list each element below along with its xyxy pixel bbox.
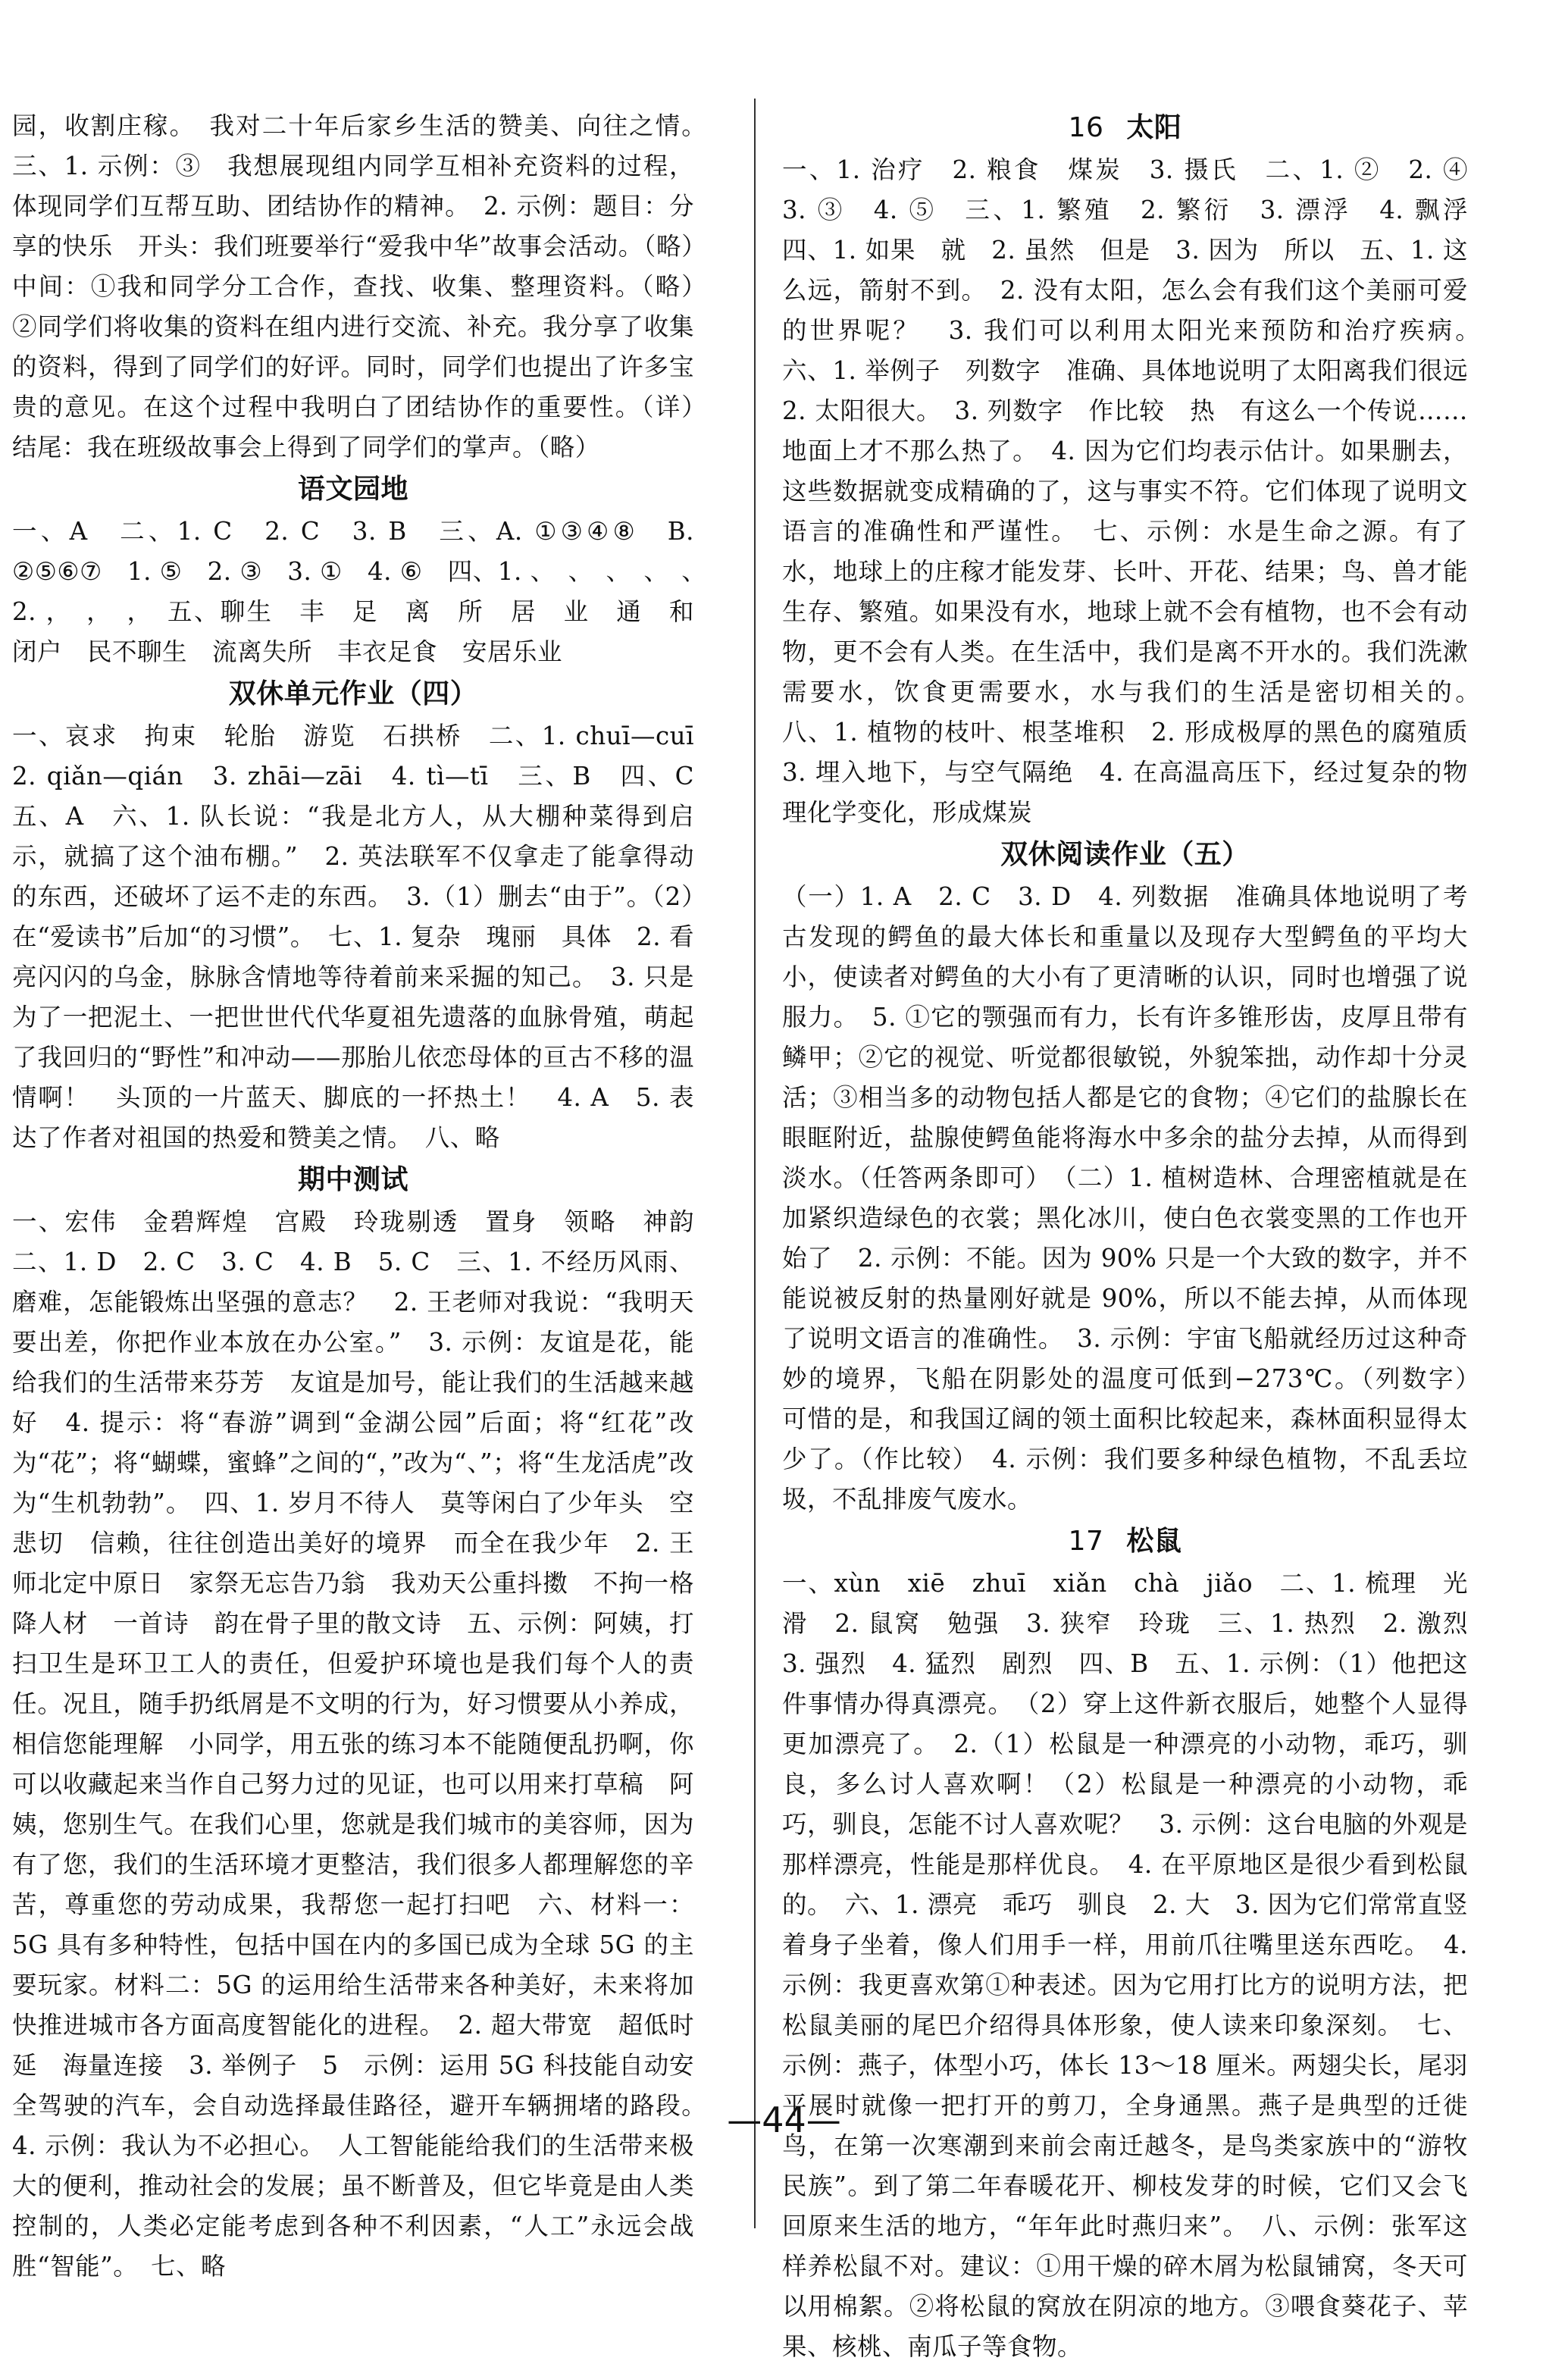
answer-paragraph: 一、宏伟 金碧辉煌 宫殿 玲珑剔透 置身 领略 神韵 二、1. D 2. C 3. C 4. B 5. C 三、1. 不经历风雨、磨难，怎能锻炼出坚强的意志？ 2. 王老师对我说：“我明天要出差，你把作业本放在办公室。” 3. 示例：友谊是花，能给我们的生活带来芬芳 友谊是加号，能让我们的生活越来越好 4. 提示：将“春游”调到“金湖公园”后面；将“红花”改为“花”；将“蝴蝶，蜜蜂”之间的“，”改为“、”；将“生龙活虎”改为“生机勃勃”。 四、1. 岁月不待人 莫等闲白了少年头 空悲切 信赖，往往创造出美好的境界 而全在我少年 2. 王师北定中原日 家祭无忘告乃翁 我劝天公重抖擞 不拘一格降人材 一首诗 韵在骨子里的散文诗 五、示例：阿姨，打扫卫生是环卫工人的责任，但爱护环境也是我们每个人的责任。况且，随手扔纸屑是不文明的行为，好习惯要从小养成，相信您能理解 小同学，用五张的练习本不能随便乱扔啊，你可以收藏起来当作自己努力过的见证，也可以用来打草稿 阿姨，您别生气。在我们心里，您就是我们城市的美容师，因为有了您，我们的生活环境才更整洁，我们很多人都理解您的辛苦，尊重您的劳动成果，我帮您一起打扫吧 六、材料一：5G 具有多种特性，包括中国在内的多国已成为全球 5G 的主要玩家。材料二：5G 的运用给生活带来各种美好，未来将加快推进城市各方面高度智能化的进程。 2. 超大带宽 超低时延 海量连接 3. 举例子 5 示例：运用 5G 科技能自动安全驾驶的汽车，会自动选择最佳路径，避开车辆拥堵的路段。 4. 示例：我认为不必担心。 人工智能能给我们的生活带来极大的便利，推动社会的发展；虽不断普及，但它毕竟是由人类控制的，人类必定能考虑到各种不利因素，“人工”永远会战胜“智能”。 七、略 — [12, 1207, 720, 2281]
answer-paragraph: 一、xùn xiē zhuī xiǎn chà jiǎo 二、1. 梳理 光滑 2. 鼠窝 勉强 3. 狭窄 玲珑 三、1. 热烈 2. 激烈 3. 强烈 4. 猛烈 剧烈 四、B 五、1. 示例：（1）他把这件事情办得真漂亮。 （2）穿上这件新衣服后，她整个人显得更加漂亮了。 2.（1）松鼠是一种漂亮的小动物，乖巧，驯良，多么讨人喜欢啊！（2）松鼠是一种漂亮的小动物，乖巧，驯良，怎能不讨人喜欢呢？ 3. 示例：这台电脑的外观是那样漂亮，性能是那样优良。 4. 在平原地区是很少看到松鼠的。 六、1. 漂亮 乖巧 驯良 2. 大 3. 因为它们常常直竖着身子坐着，像人们用手一样，用前爪往嘴里送东西吃。 4. 示例：我更喜欢第①种表述。因为它用打比方的说明方法，把松鼠美丽的尾巴介绍得具体形象，使人读来印象深刻。 七、示例：燕子，体型小巧，体长 13～18 厘米。两翅尖长，尾羽平展时就像一把打开的剪刀，全身通黑。燕子是典型的迁徙鸟，在第一次寒潮到来前会南迁越冬，是鸟类家族中的“游牧民族”。到了第二年春暖花开、柳枝发芽的时候，它们又会飞回原来生活的地方，“年年此时燕归来”。 八、示例：张军这样养松鼠不对。建议：①用干燥的碎木屑为松鼠铺窝，冬天可以用棉絮。②将松鼠的窝放在阴凉的地方。③喂食葵花子、苹果、核桃、南瓜子等食物。 — [782, 1569, 1494, 2361]
section-title: 期中测试 — [297, 1164, 408, 1195]
section-heading — [782, 833, 1468, 877]
section-title: 语文园地 — [297, 474, 408, 505]
section-heading — [782, 106, 1468, 150]
section-title: 太阳 — [1126, 112, 1182, 143]
section-number: 17 — [1068, 1526, 1104, 1557]
section-title: 双休阅读作业（五） — [1000, 839, 1250, 870]
answer-paragraph: 一、哀求 拘束 轮胎 游览 石拱桥 二、1. chuī—cuī 2. qiǎn—qián 3. zhāi—zāi 4. tì—tī 三、B 四、C 五、A 六、1. 队长说：“我是北方人，从大棚种菜得到启示，就搞了这个油布棚。” 2. 英法联军不仅拿走了能拿得动的东西，还破坏了运不走的东西。 3.（1）删去“由于”。（2）在“爱读书”后加“的习惯”。 七、1. 复杂 瑰丽 具体 2. 看亮闪闪的乌金，脉脉含情地等待着前来采掘的知己。 3. 只是为了一把泥土、一把世世代代华夏祖先遗落的血脉骨殖，萌起了我回归的“野性”和冲动——那胎儿依恋母体的亘古不移的温情啊！ 头顶的一片蓝天、脚底的一抔热土！ 4. A 5. 表达了作者对祖国的热爱和赞美之情。 八、略 — [12, 722, 720, 1152]
section-heading — [12, 1158, 694, 1202]
answer-paragraph: 园，收割庄稼。 我对二十年后家乡生活的赞美、向往之情。 三、1. 示例：③ 我想展现组内同学互相补充资料的过程，体现同学们互帮互助、团结协作的精神。 2. 示例：题目：分享的快乐 开头：我们班要举行“爱我中华”故事会活动。（略） 中间：①我和同学分工合作，查找、收集、整理资料。（略） ②同学们将收集的资料在组内进行交流、补充。我分享了收集的资料，得到了同学们的好评。同时，同学们也提出了许多宝贵的意见。在这个过程中我明白了团结协作的重要性。（详） 结尾：我在班级故事会上得到了同学们的掌声。（略） — [12, 111, 720, 462]
answer-paragraph: （一）1. A 2. C 3. D 4. 列数据 准确具体地说明了考古发现的鳄鱼的最大体长和重量以及现存大型鳄鱼的平均大小，使读者对鳄鱼的大小有了更清晰的认识，同时也增强了说服力。 5. ①它的颚强而有力，长有许多锥形齿，皮厚且带有鳞甲；②它的视觉、听觉都很敏锐，外貌笨拙，动作却十分灵活；③相当多的动物包括人都是它的食物；④它们的盐腺长在眼眶附近，盐腺使鳄鱼能将海水中多余的盐分去掉，从而得到淡水。（任答两条即可） （二）1. 植树造林、合理密植就是在加紧织造绿色的衣裳；黑化冰川，使白色衣裳变黑的工作也开始了 2. 示例：不能。因为 90% 只是一个大致的数字，并不能说被反射的热量刚好就是 90%，所以不能去掉，从而体现了说明文语言的准确性。 3. 示例：宇宙飞船就经历过这种奇妙的境界，飞船在阴影处的温度可低到−273℃。（列数字） 可惜的是，和我国辽阔的领土面积比较起来，森林面积显得太少了。（作比较） 4. 示例：我们要多种绿色植物，不乱丢垃圾，不乱排废气废水。 — [782, 882, 1494, 1514]
answer-paragraph: 一、A 二、1. C 2. C 3. B 三、A. ①③④⑧ B. ②⑤⑥⑦ 1. ⑤ 2. ③ 3. ① 4. ⑥ 四、1. 、 、 、 、 、 2. ， ， ， 五、聊生 丰 足 离 所 居 业 通 和 闭户 民不聊生 流离失所 丰衣足食 安居乐业 — [12, 517, 720, 666]
section-title: 松鼠 — [1126, 1526, 1182, 1557]
page-number: —44— — [727, 2099, 841, 2140]
section-number: 16 — [1068, 112, 1104, 143]
section-heading — [782, 1520, 1468, 1564]
column-divider — [754, 99, 756, 2228]
left-column — [12, 106, 720, 2287]
right-column — [782, 106, 1494, 2367]
answer-paragraph: 一、1. 治疗 2. 粮食 煤炭 3. 摄氏 二、1. ② 2. ④ 3. ③ 4. ⑤ 三、1. 繁殖 2. 繁衍 3. 漂浮 4. 飘浮 四、1. 如果 就 2. 虽然 但是 3. 因为 所以 五、1. 这么远，箭射不到。 2. 没有太阳，怎么会有我们这个美丽可爱的世界呢？ 3. 我们可以利用太阳光来预防和治疗疾病。 六、1. 举例子 列数字 准确、具体地说明了太阳离我们很远 2. 太阳很大。 3. 列数字 作比较 热 有这么一个传说……地面上才不那么热了。 4. 因为它们均表示估计。如果删去，这些数据就变成精确的了，这与事实不符。它们体现了说明文语言的准确性和严谨性。 七、示例：水是生命之源。有了水，地球上的庄稼才能发芽、长叶、开花、结果；鸟、兽才能生存、繁殖。如果没有水，地球上就不会有植物，也不会有动物，更不会有人类。在生活中，我们是离不开水的。我们洗漱需要水，饮食更需要水，水与我们的生活是密切相关的。 八、1. 植物的枝叶、根茎堆积 2. 形成极厚的黑色的腐殖质 3. 埋入地下，与空气隔绝 4. 在高温高压下，经过复杂的物理化学变化，形成煤炭 — [782, 155, 1494, 827]
section-title: 双休单元作业（四） — [228, 678, 478, 709]
section-heading — [12, 672, 694, 716]
section-heading — [12, 468, 694, 512]
